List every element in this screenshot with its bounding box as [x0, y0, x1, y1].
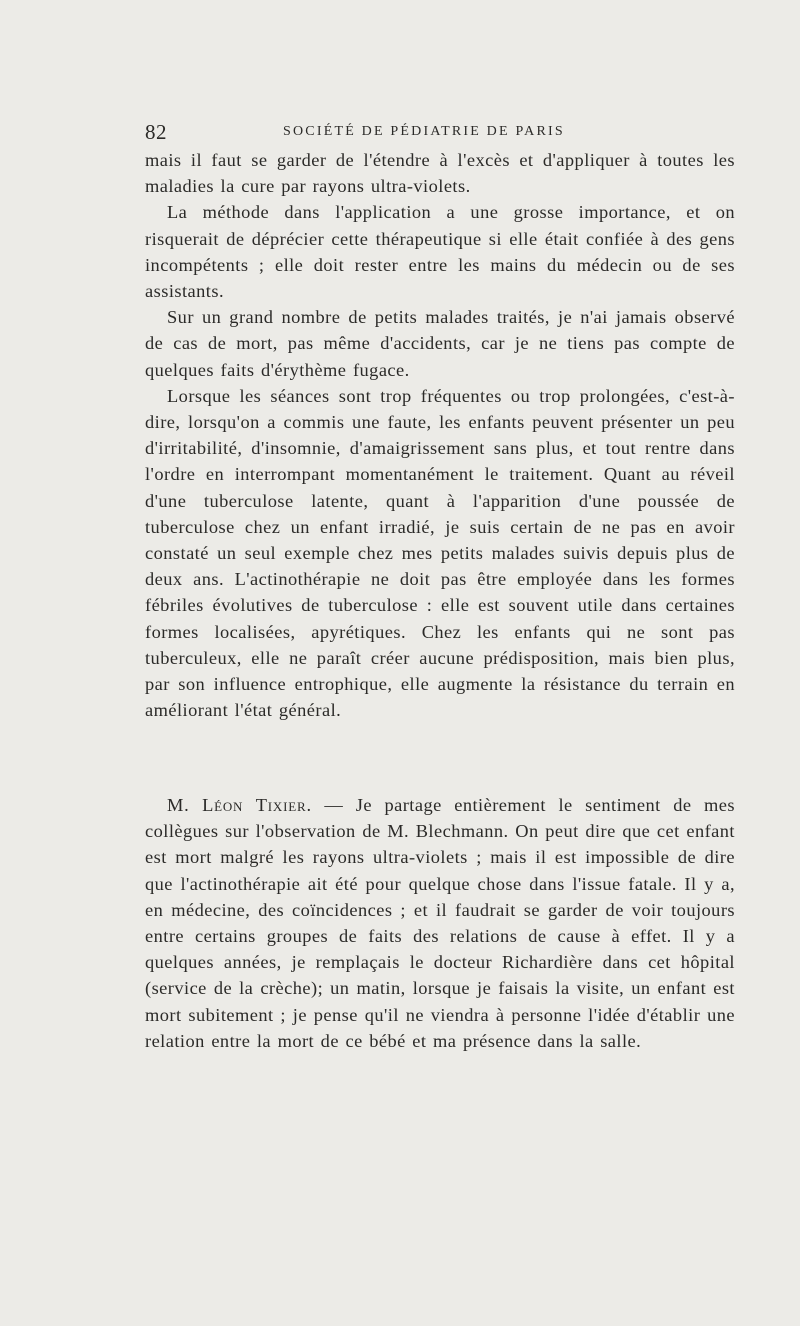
speaker-prefix: M.	[167, 795, 190, 815]
speaker-first-name: Léon	[202, 795, 244, 815]
running-head	[145, 120, 735, 144]
intervention-text: — Je partage entièrement le sentiment de mes collègues sur l'observation de M. Blechmann. On peut dire que cet enfant est mort malgré les rayons ultra-violets ; mais il est impossible de dire que l'actinothérapie ait été pour quelque chose dans l'issue fatale. Il y a, en médecine, des coïncidences ; et il faudrait se garder de voir toujours entre certains groupes de faits des relations de cause à effet. Il y a quelques années, je remplaçais le docteur Richardière dans cet hôpital (service de la crèche); un matin, lorsque je faisais la visite, un enfant est mort subitement ; je pense qu'il ne viendra à personne l'idée d'établir une relation entre la mort de ce bébé et ma présence dans la salle.	[145, 795, 735, 1051]
paragraph: La méthode dans l'application a une grosse importance, et on risquerait de déprécier cette thérapeutique si elle était confiée à des gens incompétents ; elle doit rester entre les mains du médecin ou de ses assistants.	[145, 202, 735, 302]
page-number: 82	[145, 120, 167, 144]
paragraph: Lorsque les séances sont trop fréquentes ou trop prolongées, c'est-à-dire, lorsqu'on a commis une faute, les enfants peuvent présenter un peu d'irritabilité, d'insomnie, d'amaigrissement sans plus, et tout rentre dans l'ordre en interrompant momentanément le traitement. Quant au réveil d'une tuberculose latente, quant à l'apparition d'une poussée de tuberculose chez un enfant irradié, je suis certain de ne pas en avoir constaté un seul exemple chez mes petits malades suivis depuis plus de deux ans. L'actinothérapie ne doit pas être employée dans les formes fébriles évolutives de tuberculose : elle est souvent utile dans certaines formes localisées, apyrétiques. Chez les enfants qui ne sont pas tuberculeux, elle ne paraît créer aucune prédisposition, mais bien plus, par son influence entrophique, elle augmente la résistance du terrain en améliorant l'état général.	[145, 385, 735, 721]
intervention-paragraph	[145, 792, 735, 1054]
journal-title: SOCIÉTÉ DE PÉDIATRIE DE PARIS	[283, 124, 565, 139]
speaker-last-name: Tixier.	[255, 795, 312, 815]
paragraph: Sur un grand nombre de petits malades traités, je n'ai jamais observé de cas de mort, pas même d'accidents, car je ne tiens pas compte de quelques faits d'érythème fugace.	[145, 307, 735, 380]
paragraph: mais il faut se garder de l'étendre à l'excès et d'appliquer à toutes les maladies la cure par rayons ultra-violets.	[145, 150, 735, 197]
intervention-block	[145, 792, 735, 1054]
body-text	[145, 147, 735, 723]
